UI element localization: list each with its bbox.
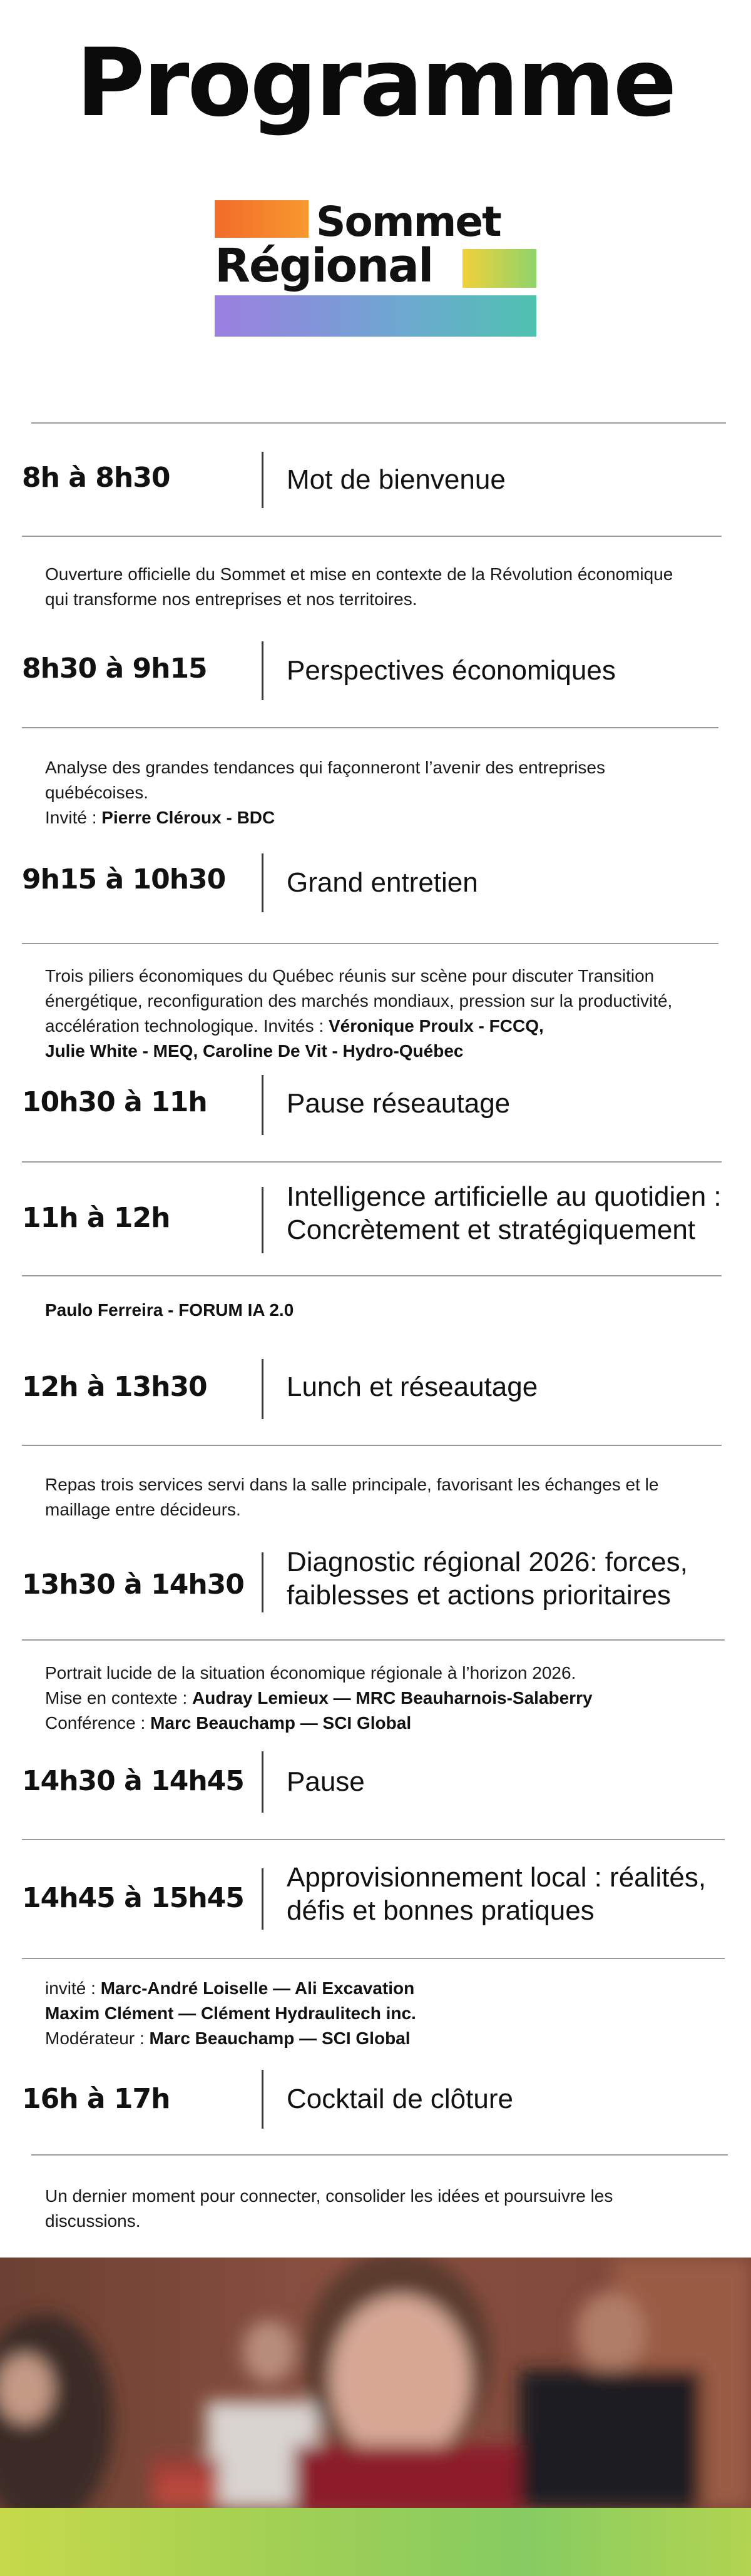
description-text: Invité : (45, 808, 102, 827)
logo-line-1: Sommet (316, 198, 501, 246)
audience-photo-illustration (0, 2258, 751, 2508)
speaker-name: Pierre Cléroux - BDC (101, 808, 275, 827)
description-text: Analyse des grandes tendances qui façonneront l’avenir des entreprises (45, 758, 606, 777)
session-title: Pause réseautage (287, 1088, 511, 1119)
description-line (45, 1711, 733, 1736)
description-text: invité : (45, 1978, 101, 1998)
logo-gradient-bar (215, 295, 536, 337)
session-title: Mot de bienvenue (287, 464, 506, 495)
session-title: Intelligence artificielle au quotidien : Concrètement et stratégiquement (287, 1181, 722, 1245)
description-text: Mise en contexte : (45, 1688, 193, 1708)
description-text: Trois piliers économiques du Québec réunis sur scène pour discuter Transition (45, 966, 655, 985)
description-text: maillage entre décideurs. (45, 1500, 241, 1519)
session-separator (262, 2070, 263, 2129)
session-time: 9h15 à 10h30 (22, 863, 226, 895)
session-time: 12h à 13h30 (22, 1371, 207, 1403)
divider (22, 1958, 725, 1959)
description-line (45, 2026, 733, 2051)
description-text: Portrait lucide de la situation économique régionale à l’horizon 2026. (45, 1663, 576, 1683)
session-time: 8h30 à 9h15 (22, 653, 207, 685)
session-title: Lunch et réseautage (287, 1372, 538, 1402)
session-title: Grand entretien (287, 867, 478, 898)
divider (31, 422, 726, 424)
description-line (45, 1298, 733, 1323)
logo-line-2: Régional (215, 239, 433, 293)
description-line (45, 1686, 733, 1711)
description-text: Ouverture officielle du Sommet et mise en contexte de la Révolution économique (45, 564, 673, 584)
session-separator (262, 1552, 263, 1612)
divider (22, 727, 718, 728)
description-line (45, 1497, 733, 1522)
divider (22, 943, 718, 944)
speaker-name: Audray Lemieux — MRC Beauharnois-Salaberry (192, 1688, 593, 1708)
description-line (45, 2184, 733, 2209)
speaker-name: Marc Beauchamp — SCI Global (149, 2029, 411, 2048)
description-text: accélération technologique. Invités : (45, 1016, 329, 1036)
session-description (45, 562, 733, 612)
divider (22, 1445, 722, 1446)
divider (22, 536, 722, 537)
description-text: Conférence : (45, 1713, 151, 1733)
session-description (45, 755, 733, 830)
session-separator (262, 641, 263, 700)
session-separator (262, 1075, 263, 1135)
description-line (45, 805, 733, 830)
description-line (45, 989, 733, 1014)
session-time: 14h45 à 15h45 (22, 1882, 244, 1914)
speaker-name: Véronique Proulx - FCCQ, (328, 1016, 544, 1036)
logo-orange-block (215, 200, 309, 238)
session-time: 10h30 à 11h (22, 1086, 207, 1118)
session-time: 14h30 à 14h45 (22, 1765, 244, 1797)
session-title: Diagnostic régional 2026: forces, faiblesses et actions prioritaires (287, 1547, 688, 1611)
description-line (45, 964, 733, 989)
description-line (45, 755, 733, 780)
session-separator (262, 1187, 263, 1253)
bottom-gradient-band (0, 2508, 751, 2576)
description-text: énergétique, reconfiguration des marchés mondiaux, pression sur la productivité, (45, 991, 673, 1011)
session-time: 8h à 8h30 (22, 462, 170, 494)
session-separator (262, 853, 263, 912)
speaker-name: Julie White - MEQ, Caroline De Vit - Hydro-Québec (45, 1041, 464, 1061)
description-line (45, 1976, 733, 2001)
description-text: Repas trois services servi dans la salle principale, favorisant les échanges et le (45, 1475, 659, 1494)
divider (22, 1161, 722, 1163)
speaker-name: Maxim Clément — Clément Hydraulitech inc. (45, 2003, 416, 2023)
session-title: Perspectives économiques (287, 655, 616, 686)
description-line (45, 1661, 733, 1686)
session-description (45, 1472, 733, 1522)
session-separator (262, 1868, 263, 1930)
logo-green-block (462, 249, 536, 288)
session-description (45, 964, 733, 1064)
divider (31, 2154, 728, 2156)
session-time: 13h30 à 14h30 (22, 1569, 244, 1601)
session-description (45, 2184, 733, 2234)
session-description (45, 1976, 733, 2051)
speaker-name: Marc-André Loiselle — Ali Excavation (100, 1978, 415, 1998)
speaker-name: Paulo Ferreira - FORUM IA 2.0 (45, 1300, 294, 1320)
description-text: Un dernier moment pour connecter, consolider les idées et poursuivre les (45, 2186, 613, 2206)
divider (22, 1275, 722, 1276)
description-text: qui transforme nos entreprises et nos territoires. (45, 589, 417, 609)
audience-photo (0, 2258, 751, 2508)
description-line (45, 2001, 733, 2026)
session-time: 16h à 17h (22, 2083, 170, 2115)
session-description (45, 1661, 733, 1736)
description-line (45, 1472, 733, 1497)
session-separator (262, 452, 263, 508)
description-line (45, 1014, 733, 1039)
description-line (45, 587, 733, 612)
description-text: discussions. (45, 2211, 141, 2231)
description-line (45, 1039, 733, 1064)
description-text: québécoises. (45, 783, 149, 802)
session-separator (262, 1751, 263, 1813)
page-title: Programme (76, 29, 675, 138)
session-description (45, 1298, 733, 1323)
sommet-regional-logo (215, 200, 536, 337)
description-line (45, 562, 733, 587)
session-separator (262, 1359, 263, 1419)
description-text: Modérateur : (45, 2029, 150, 2048)
divider (22, 1839, 725, 1840)
description-line (45, 2209, 733, 2234)
session-title: Cocktail de clôture (287, 2084, 513, 2114)
session-title: Approvisionnement local : réalités, défis et bonnes pratiques (287, 1862, 707, 1926)
description-line (45, 780, 733, 805)
speaker-name: Marc Beauchamp — SCI Global (150, 1713, 412, 1733)
session-title: Pause (287, 1766, 365, 1797)
divider (22, 1639, 725, 1641)
session-time: 11h à 12h (22, 1202, 170, 1234)
